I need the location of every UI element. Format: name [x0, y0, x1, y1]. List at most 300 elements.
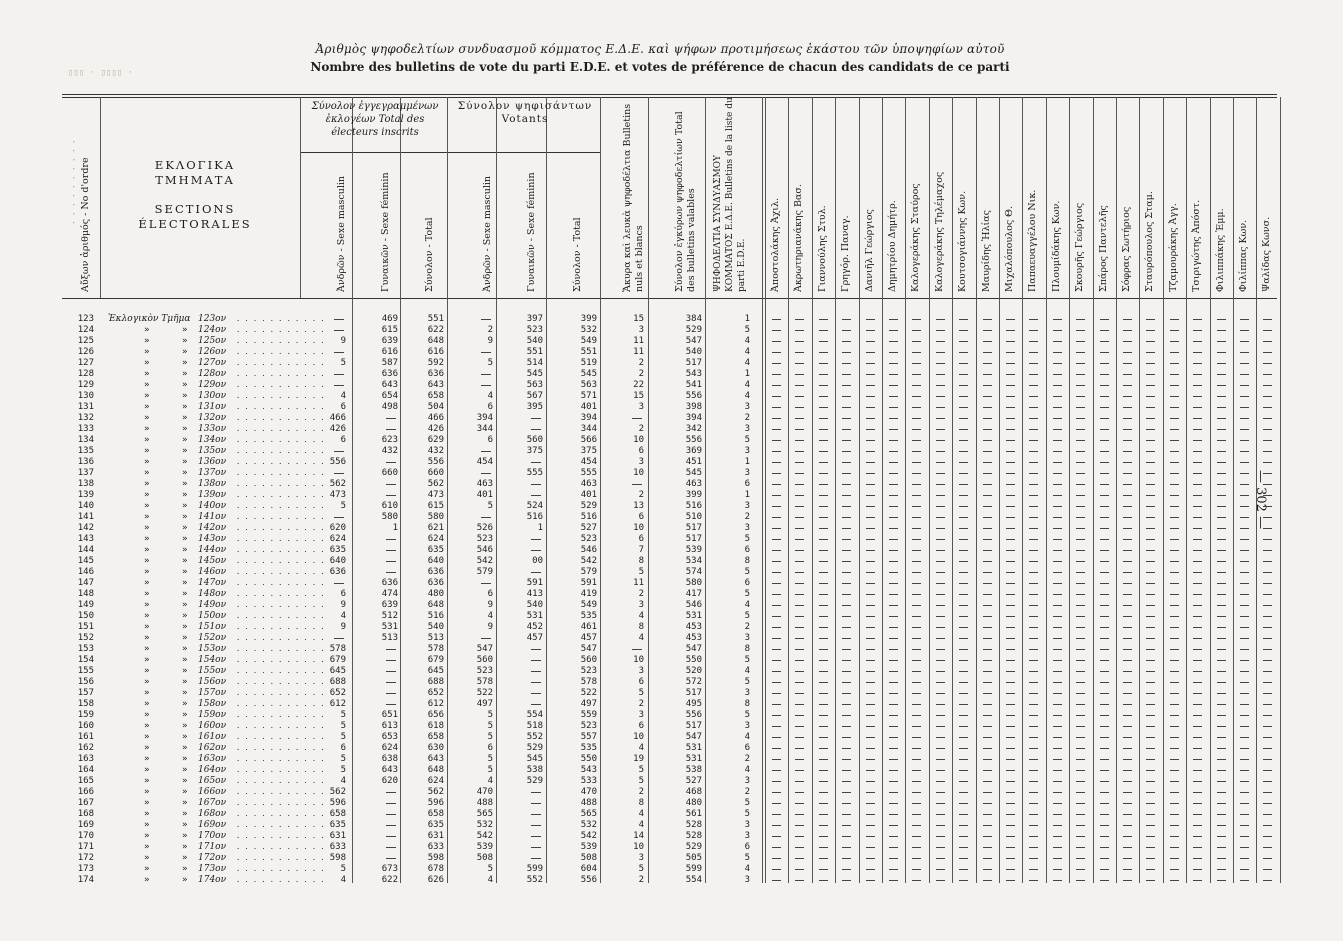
preference-dash — [1076, 803, 1085, 804]
empty-cell-dash — [531, 462, 541, 463]
preference-dash — [1240, 847, 1249, 848]
ditto-mark: » — [144, 457, 150, 467]
cell-p: 4 — [744, 732, 750, 742]
preference-dash — [1263, 825, 1272, 826]
preference-dash — [1100, 429, 1109, 430]
preference-dash — [936, 792, 945, 793]
column-rule — [1280, 97, 1281, 883]
cell-w: 432 — [381, 446, 398, 456]
preference-dash — [889, 836, 898, 837]
cell-t: 562 — [427, 787, 444, 797]
leader-dots: . . . . . . . . . . . — [236, 326, 325, 334]
preference-dash — [889, 693, 898, 694]
cell-ok: 529 — [685, 842, 702, 852]
cell-w: 1 — [392, 523, 398, 533]
preference-dash — [842, 715, 851, 716]
preference-dash — [1170, 539, 1179, 540]
section-name: 158ον — [198, 699, 227, 709]
cell-vt: 547 — [580, 644, 597, 654]
preference-dash — [959, 704, 968, 705]
preference-dash — [936, 605, 945, 606]
cell-v: 5 — [638, 864, 644, 874]
row-number: 158 — [77, 699, 94, 709]
section-name: 154ον — [198, 655, 227, 665]
cell-vm: 344 — [476, 424, 493, 434]
preference-dash — [1006, 495, 1015, 496]
preference-dash — [1193, 605, 1202, 606]
preference-dash — [1193, 583, 1202, 584]
cell-t: 635 — [427, 545, 444, 555]
preference-dash — [983, 374, 992, 375]
preference-dash — [819, 352, 828, 353]
cell-v: 4 — [638, 633, 644, 643]
preference-dash — [1263, 429, 1272, 430]
preference-dash — [1146, 638, 1155, 639]
preference-dash — [1053, 814, 1062, 815]
ditto-mark: » — [182, 567, 188, 577]
cell-p: 3 — [744, 424, 750, 434]
cell-p: 3 — [744, 446, 750, 456]
preference-dash — [936, 759, 945, 760]
preference-dash — [1193, 352, 1202, 353]
preference-dash — [1006, 561, 1015, 562]
preference-dash — [1100, 748, 1109, 749]
preference-dash — [1076, 539, 1085, 540]
preference-dash — [912, 715, 921, 716]
cell-vm: 4 — [487, 611, 493, 621]
preference-dash — [1053, 561, 1062, 562]
preference-dash — [1053, 550, 1062, 551]
cell-ok: 554 — [685, 875, 702, 885]
preference-dash — [1263, 319, 1272, 320]
preference-dash — [1146, 385, 1155, 386]
preference-dash — [1029, 616, 1038, 617]
ditto-mark: » — [144, 875, 150, 885]
empty-cell-dash — [386, 693, 396, 694]
preference-dash — [819, 451, 828, 452]
ditto-mark: » — [182, 413, 188, 423]
preference-dash — [866, 693, 875, 694]
preference-dash — [795, 803, 804, 804]
preference-dash — [795, 770, 804, 771]
preference-dash — [1170, 781, 1179, 782]
preference-dash — [1053, 693, 1062, 694]
preference-dash — [936, 352, 945, 353]
column-rule — [788, 97, 789, 883]
preference-dash — [1123, 418, 1132, 419]
preference-dash — [1193, 473, 1202, 474]
preference-dash — [1029, 418, 1038, 419]
preference-dash — [795, 814, 804, 815]
preference-dash — [1123, 660, 1132, 661]
preference-dash — [1240, 836, 1249, 837]
preference-dash — [1006, 462, 1015, 463]
preference-dash — [1240, 781, 1249, 782]
preference-dash — [1193, 858, 1202, 859]
preference-dash — [1146, 693, 1155, 694]
preference-dash — [959, 781, 968, 782]
preference-dash — [1100, 572, 1109, 573]
cell-p: 5 — [744, 809, 750, 819]
preference-dash — [772, 704, 781, 705]
cell-p: 6 — [744, 479, 750, 489]
preference-dash — [1146, 770, 1155, 771]
row-number: 143 — [77, 534, 94, 544]
preference-dash — [1146, 737, 1155, 738]
preference-dash — [1029, 660, 1038, 661]
preference-dash — [889, 825, 898, 826]
preference-dash — [1123, 759, 1132, 760]
preference-dash — [1217, 451, 1226, 452]
preference-dash — [1170, 803, 1179, 804]
preference-dash — [866, 704, 875, 705]
cell-w: 531 — [381, 622, 398, 632]
preference-dash — [1029, 671, 1038, 672]
cell-v: 13 — [633, 501, 644, 511]
preference-dash — [1193, 451, 1202, 452]
preference-dash — [936, 550, 945, 551]
preference-dash — [1006, 880, 1015, 881]
preference-dash — [1006, 660, 1015, 661]
preference-dash — [1053, 495, 1062, 496]
section-name: 125ον — [198, 336, 227, 346]
preference-dash — [1263, 847, 1272, 848]
preference-dash — [889, 484, 898, 485]
preference-dash — [1100, 330, 1109, 331]
empty-cell-dash — [531, 693, 541, 694]
ditto-mark: » — [144, 347, 150, 357]
preference-dash — [842, 418, 851, 419]
preference-dash — [1076, 726, 1085, 727]
column-rule — [1069, 97, 1070, 883]
preference-dash — [889, 418, 898, 419]
preference-dash — [1006, 594, 1015, 595]
cell-t: 633 — [427, 842, 444, 852]
section-name: 167ον — [198, 798, 227, 808]
cell-v: 4 — [638, 743, 644, 753]
ditto-mark: » — [144, 523, 150, 533]
preference-dash — [1123, 847, 1132, 848]
row-number: 151 — [77, 622, 94, 632]
cell-p: 3 — [744, 776, 750, 786]
preference-dash — [1100, 715, 1109, 716]
cell-vm: 470 — [476, 787, 493, 797]
preference-dash — [1240, 814, 1249, 815]
preference-dash — [866, 528, 875, 529]
ditto-mark: » — [144, 512, 150, 522]
cell-v: 3 — [638, 600, 644, 610]
preference-dash — [1053, 616, 1062, 617]
preference-dash — [1006, 583, 1015, 584]
preference-dash — [772, 814, 781, 815]
ditto-mark: » — [144, 578, 150, 588]
ditto-mark: » — [182, 457, 188, 467]
preference-dash — [1170, 737, 1179, 738]
cell-ok: 599 — [685, 864, 702, 874]
cell-vt: 555 — [580, 468, 597, 478]
cell-ok: 453 — [685, 633, 702, 643]
ditto-mark: » — [182, 699, 188, 709]
preference-dash — [983, 638, 992, 639]
preference-dash — [795, 319, 804, 320]
preference-dash — [983, 473, 992, 474]
cell-m: 5 — [340, 501, 346, 511]
cell-vt: 565 — [580, 809, 597, 819]
preference-dash — [1240, 671, 1249, 672]
preference-dash — [936, 495, 945, 496]
row-number: 156 — [77, 677, 94, 687]
cell-vm: 5 — [487, 501, 493, 511]
preference-dash — [1006, 341, 1015, 342]
cell-vt: 532 — [580, 820, 597, 830]
section-name: 146ον — [198, 567, 227, 577]
preference-dash — [889, 572, 898, 573]
preference-dash — [1217, 671, 1226, 672]
preference-dash — [1240, 341, 1249, 342]
preference-dash — [772, 374, 781, 375]
leader-dots: . . . . . . . . . . . — [236, 513, 325, 521]
empty-cell-dash — [386, 649, 396, 650]
column-rule — [835, 97, 836, 883]
preference-dash — [912, 671, 921, 672]
preference-dash — [1029, 407, 1038, 408]
cell-ok: 556 — [685, 435, 702, 445]
preference-dash — [1006, 781, 1015, 782]
cell-vt: 344 — [580, 424, 597, 434]
preference-dash — [842, 385, 851, 386]
ditto-mark: » — [144, 545, 150, 555]
preference-dash — [819, 330, 828, 331]
preference-dash — [889, 594, 898, 595]
preference-dash — [866, 759, 875, 760]
preference-dash — [1170, 429, 1179, 430]
preference-dash — [1193, 726, 1202, 727]
preference-dash — [819, 473, 828, 474]
cell-vt: 394 — [580, 413, 597, 423]
preference-dash — [889, 462, 898, 463]
preference-dash — [983, 440, 992, 441]
preference-dash — [1100, 539, 1109, 540]
preference-dash — [772, 462, 781, 463]
cell-vm: 6 — [487, 743, 493, 753]
preference-dash — [772, 726, 781, 727]
preference-dash — [1193, 396, 1202, 397]
preference-dash — [1240, 451, 1249, 452]
preference-dash — [1053, 517, 1062, 518]
cell-vw: 375 — [526, 446, 543, 456]
preference-dash — [866, 638, 875, 639]
leader-dots: . . . . . . . . . . . — [236, 579, 325, 587]
preference-dash — [1100, 528, 1109, 529]
preference-dash — [842, 671, 851, 672]
preference-dash — [889, 737, 898, 738]
cell-p: 6 — [744, 578, 750, 588]
preference-dash — [1053, 880, 1062, 881]
cell-w: 613 — [381, 721, 398, 731]
preference-dash — [819, 550, 828, 551]
preference-dash — [1029, 550, 1038, 551]
preference-dash — [1029, 803, 1038, 804]
preference-dash — [1217, 649, 1226, 650]
preference-dash — [795, 836, 804, 837]
preference-dash — [1240, 473, 1249, 474]
cell-ok: 528 — [685, 831, 702, 841]
preference-dash — [795, 781, 804, 782]
preference-dash — [1076, 594, 1085, 595]
preference-dash — [795, 473, 804, 474]
preference-dash — [1217, 352, 1226, 353]
candidate-header: Φιλίππας Κων. — [1238, 219, 1249, 292]
empty-cell-dash — [386, 561, 396, 562]
cell-ok: 531 — [685, 611, 702, 621]
ditto-mark: » — [144, 611, 150, 621]
cell-w: 673 — [381, 864, 398, 874]
cell-v: 4 — [638, 809, 644, 819]
cell-vt: 549 — [580, 600, 597, 610]
cell-p: 4 — [744, 336, 750, 346]
preference-dash — [1100, 869, 1109, 870]
preference-dash — [1006, 385, 1015, 386]
preference-dash — [1053, 781, 1062, 782]
cell-vt: 551 — [580, 347, 597, 357]
cell-v: 15 — [633, 391, 644, 401]
empty-cell-dash — [386, 418, 396, 419]
cell-w: 587 — [381, 358, 398, 368]
cell-t: 551 — [427, 314, 444, 324]
preference-dash — [842, 528, 851, 529]
row-number: 126 — [77, 347, 94, 357]
cell-p: 4 — [744, 765, 750, 775]
preference-dash — [866, 660, 875, 661]
preference-dash — [959, 737, 968, 738]
empty-cell-dash — [334, 374, 344, 375]
preference-dash — [936, 715, 945, 716]
cell-w: 624 — [381, 743, 398, 753]
preference-dash — [772, 847, 781, 848]
preference-dash — [983, 869, 992, 870]
preference-dash — [1193, 374, 1202, 375]
preference-dash — [1170, 693, 1179, 694]
preference-dash — [1006, 638, 1015, 639]
preference-dash — [795, 605, 804, 606]
cell-ok: 451 — [685, 457, 702, 467]
preference-dash — [1076, 352, 1085, 353]
preference-dash — [772, 506, 781, 507]
empty-cell-dash — [531, 792, 541, 793]
cell-t: 616 — [427, 347, 444, 357]
preference-dash — [983, 704, 992, 705]
preference-dash — [1193, 759, 1202, 760]
preference-dash — [959, 671, 968, 672]
preference-dash — [772, 627, 781, 628]
preference-dash — [1170, 627, 1179, 628]
cell-vm: 497 — [476, 699, 493, 709]
column-rule — [976, 97, 977, 883]
preference-dash — [1170, 770, 1179, 771]
sections-header-greek: ΕΚΛΟΓΙΚΑ ΤΜΗΜΑΤΑ — [154, 158, 236, 187]
row-number: 171 — [77, 842, 94, 852]
leader-dots: . . . . . . . . . . . — [236, 656, 325, 664]
ditto-mark: » — [182, 688, 188, 698]
preference-dash — [889, 759, 898, 760]
cell-v: 4 — [638, 820, 644, 830]
column-rule — [1233, 97, 1234, 883]
leader-dots: . . . . . . . . . . . — [236, 392, 325, 400]
preference-dash — [1217, 539, 1226, 540]
preference-dash — [1076, 341, 1085, 342]
preference-dash — [842, 825, 851, 826]
cell-ok: 516 — [685, 501, 702, 511]
empty-cell-dash — [386, 539, 396, 540]
cell-m: 688 — [329, 677, 346, 687]
row-number: 170 — [77, 831, 94, 841]
row-number: 148 — [77, 589, 94, 599]
preference-dash — [866, 352, 875, 353]
cell-ok: 546 — [685, 600, 702, 610]
preference-dash — [889, 627, 898, 628]
section-name: 159ον — [198, 710, 227, 720]
preference-dash — [1123, 506, 1132, 507]
preference-dash — [959, 682, 968, 683]
cell-p: 5 — [744, 534, 750, 544]
cell-p: 1 — [744, 490, 750, 500]
preference-dash — [936, 627, 945, 628]
cell-vw: 397 — [526, 314, 543, 324]
cell-v: 2 — [638, 490, 644, 500]
preference-dash — [1123, 616, 1132, 617]
ditto-mark: » — [144, 809, 150, 819]
cell-t: 658 — [427, 391, 444, 401]
preference-dash — [936, 440, 945, 441]
preference-dash — [912, 880, 921, 881]
cell-w: 616 — [381, 347, 398, 357]
bleed-through-text: ▯▯▯ · ▯▯▯▯ · — [68, 68, 134, 78]
preference-dash — [1146, 671, 1155, 672]
preference-dash — [795, 638, 804, 639]
preference-dash — [1263, 693, 1272, 694]
preference-dash — [1217, 594, 1226, 595]
preference-dash — [1123, 462, 1132, 463]
cell-vt: 527 — [580, 523, 597, 533]
preference-dash — [889, 341, 898, 342]
preference-dash — [866, 825, 875, 826]
preference-dash — [1146, 451, 1155, 452]
cell-p: 4 — [744, 347, 750, 357]
preference-dash — [772, 407, 781, 408]
preference-dash — [1240, 583, 1249, 584]
preference-dash — [1053, 484, 1062, 485]
preference-dash — [1029, 352, 1038, 353]
preference-dash — [912, 462, 921, 463]
preference-dash — [866, 429, 875, 430]
cell-v: 15 — [633, 314, 644, 324]
preference-dash — [772, 781, 781, 782]
cell-vm: 579 — [476, 567, 493, 577]
leader-dots: . . . . . . . . . . . — [236, 458, 325, 466]
preference-dash — [983, 627, 992, 628]
preference-dash — [1006, 484, 1015, 485]
preference-dash — [912, 847, 921, 848]
preference-dash — [1193, 682, 1202, 683]
preference-dash — [1193, 748, 1202, 749]
section-name: 162ον — [198, 743, 227, 753]
preference-dash — [912, 605, 921, 606]
leader-dots: . . . . . . . . . . . — [236, 403, 325, 411]
empty-cell-dash — [481, 374, 491, 375]
empty-cell-dash — [531, 429, 541, 430]
preference-dash — [842, 550, 851, 551]
preference-dash — [819, 737, 828, 738]
